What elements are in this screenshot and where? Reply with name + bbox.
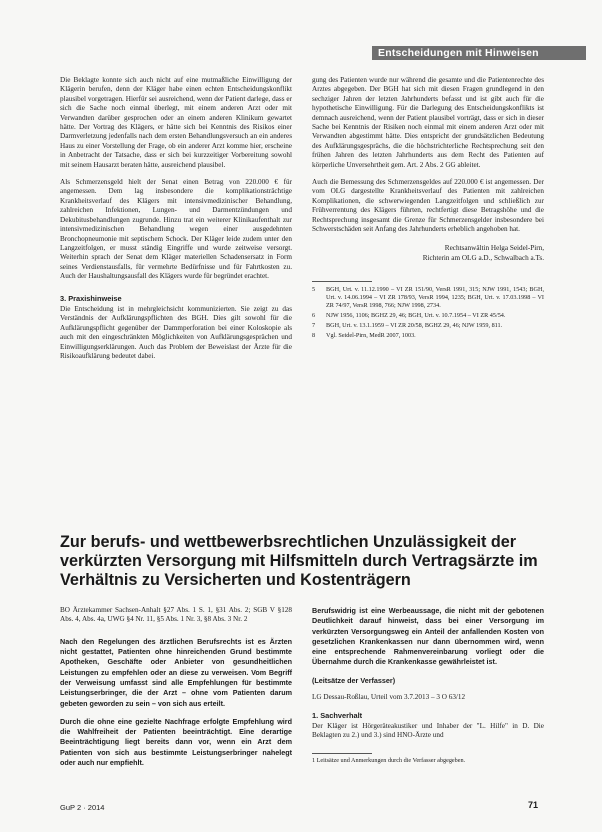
norms: BO Ärztekammer Sachsen-Anhalt §27 Abs. 1 S. 1, §31 Abs. 2; SGB V §128 Abs. 4, Abs. 4a, UWG §4 Nr. 11, §5 Abs. 1 Nr. 3, §8 Abs. 3 Nr. 2 bbox=[60, 606, 292, 624]
lower-left-column bbox=[60, 606, 292, 776]
signature bbox=[312, 243, 544, 263]
authors-note: (Leitsätze der Verfasser) bbox=[312, 675, 396, 685]
footnote: 7 BGH, Urt. v. 13.1.1959 – VI ZR 20/58, BGHZ 29, 46; NJW 1959, 811. bbox=[312, 321, 503, 329]
upper-left-column bbox=[60, 76, 292, 369]
footnote: 1 Leitsätze und Anmerkungen durch die Verfasser abgegeben. bbox=[312, 756, 466, 764]
paragraph: Auch die Bemessung des Schmerzensgeldes auf 220.000 € ist angemessen. Der vom OLG dargestellte Krankheitsverlauf des Patienten mit zahlreichen Komplikationen, die schwerwiegenden Langzeitfolgen und schließlich zur Frühverrentung des Klägers führten, rechtfertigt diese Betragshöhe und die Rechtsprechung insgesamt die Grenze für Schmerzensgelder insbesondere bei Schwerstschäden seit Anfang des Jahrhunderts erheblich angehoben hat. bbox=[312, 178, 544, 234]
page-number: 71 bbox=[528, 800, 539, 810]
footnote-rule bbox=[312, 753, 372, 754]
paragraph: Die Entscheidung ist in mehrgleichsicht kommunizierten. Sie zeigt zu das Verständnis der Aufklärungspflichten des BGH. Dies gilt sowohl für die Aufklärungspflicht gegenüber der Dammperforation bei einer Koloskopie als auch mit den eingeschränkten Möglichkeiten von Aufklärungsgesprächen und Einwilligungserklärungen. Auch das Problem der Beweislast der Ärzte für die Risikoaufklärung bedeutet dabei. bbox=[60, 304, 292, 360]
footnote: 8 Vgl. Seidel-Pirn, MedR 2007, 1003. bbox=[312, 331, 416, 339]
paragraph: gung des Patienten wurde nur während die gesamte und die Patientenrechte des Arztes abgegeben. Der BGH hat sich mit diesen Fragen grundlegend in den sechziger Jahren der letzten Jahrhunderts befasst und ist gibt auch für die hypothetische Einwilligung. Für die Darlegung des Entscheidungskonflikts ist demnach ausreichend, wenn der Patient plausibel vorträgt, dass er sich in dieser Sache bei Kenntnis der Risiken noch einmal mit einem anderen Arzt oder mit Verwandten abgestimmt hätte. Dies entspricht der grundsätzlichen Bedeutung des Aufklärungsgesprächs, die die höchstrichterliche Rechtsprechung seit den frühen Jahren des letzten Jahrhunderts aus dem Recht des Patienten auf körperliche Unversehrtheit gem. Art. 2 Abs. 2 GG ableitet. bbox=[312, 76, 544, 169]
signature-name: Rechtsanwältin Helga Seidel-Pirn, bbox=[444, 243, 544, 252]
headnote: Durch die ohne eine gezielte Nachfrage erfolgte Empfehlung wird die Wahlfreiheit der Patienten beeinträchtigt. Eine derartige Beeinträchtigung liegt bereits dann vor, wenn ein Arzt dem Patienten von sich aus bestimmte Leistungserbringer nahelegt oder auch nur empfiehlt. bbox=[60, 716, 292, 768]
upper-right-column bbox=[312, 76, 544, 342]
section-header-label: Entscheidungen mit Hinweisen bbox=[378, 47, 539, 59]
headnote: Berufswidrig ist eine Werbeaussage, die nicht mit der gebotenen Deutlichkeit darauf hinweist, dass bei einer Versorgung im verkürzten Versorgungsweg ein Anteil der anfallenden Kosten von gesetzlichen Krankenkassen nur dann übernommen wird, wenn eine entsprechende Rahmenvereinbarung vorliegt oder die Übernahme durch die Krankenkasse gewährleistet ist. bbox=[312, 606, 544, 667]
signature-title: Richterin am OLG a.D., Schwalbach a.Ts. bbox=[422, 253, 544, 262]
paragraph: Der Kläger ist Hörgeräteakustiker und Inhaber der "L. Hilfe" in D. Die Beklagten zu 2.) und 3.) sind HNO-Ärzte und bbox=[312, 722, 544, 740]
court-reference: LG Dessau-Roßlau, Urteil vom 3.7.2013 – 3 O 63/12 bbox=[312, 693, 466, 702]
section-heading: 1. Sachverhalt bbox=[312, 710, 363, 720]
lower-right-column bbox=[312, 606, 544, 767]
subheading: 3. Praxishinweise bbox=[60, 293, 122, 303]
footnote: 5 BGH, Urt. v. 11.12.1990 – VI ZR 151/90, VersR 1991, 315; NJW 1991, 1543; BGH, Urt. v. 14.06.1994 – VI ZR 178/93, VersR 1994, 1235; BGH, Urt. v. 17.03.1998 – VI ZR 74/97, VersR 1998, 766; NJW 1998, 2734. bbox=[312, 285, 544, 309]
journal-issue: GuP 2 · 2014 bbox=[60, 803, 105, 812]
footnotes bbox=[312, 286, 544, 340]
footnote-rule bbox=[312, 281, 372, 282]
paragraph: Die Beklagte konnte sich auch nicht auf eine mutmaßliche Einwilligung der Klägerin berufen, denn der Kläger habe einen echten Entscheidungskonflikt plausibel vorgetragen. Hierfür sei ausreichend, wenn der Patient darlege, dass er sich die Sache noch einmal überlegt, mit einem anderen Arzt oder mit Verwandten darüber gesprochen oder an einem anderen Klinikum gewartet hätte. Der Vortrag des Klägers, er hätte sich bei Kenntnis des Risikos einer Darmverletzung jedenfalls nach dem ersten Behandlungsversuch an ein anderes Haus zu einer Vorstellung der Frage, ob ein anderer Arzt komme hier, erscheine in Anbetracht der Tatsache, dass er sich bei kurzzeitiger Vorbereitung sowohl mit seinem Hausarzt beraten hätte, ausreichend plausibel. bbox=[60, 76, 292, 169]
section-header-band bbox=[372, 46, 586, 60]
footnote: 6 NJW 1956, 1106; BGHZ 29, 46; BGH, Urt. v. 10.7.1954 – VI ZR 45/54. bbox=[312, 311, 506, 319]
paragraph: Als Schmerzensgeld hielt der Senat einen Betrag von 220.000 € für angemessen. Dem lag insbesondere die komplikationsträchtige Krankheitsverlauf des Klägers mit intensivmedizinischer Behandlung, zahlreichen Infektionen, Lungen- und Darmentzündungen und Dekubitusbehandlungen zugrunde. Hinzu trat ein weiterer Klinikaufenthalt zur intensivmedizinischen Behandlung wegen einer ausgedehnten Bronchopneumonie mit septischem Schock. Der Kläger leide zudem unter den Langzeitfolgen, er musst ständig Eingriffe und wurde zeitweise versorgt. Weiterhin sprach der Senat dem Kläger materiellen Schadensersatz in Form seines Verdienstausfalls, für vermehrte Bedürfnisse und für Fahrtkosten zu. Auch der Haushaltungsausfall des Klägers wurde für begründet erachtet. bbox=[60, 178, 292, 281]
article-title: Zur berufs- und wettbewerbsrechtlichen Unzulässigkeit der verkürzten Versorgung mit Hilfsmitteln durch Vertragsärzte im Verhältnis zu Versicherten und Kostenträgern bbox=[60, 533, 538, 589]
headnote: Nach den Regelungen des ärztlichen Berufsrechts ist es Ärzten nicht gestattet, Patienten ohne hinreichenden Grund bestimmte Apotheken, Geschäfte oder Anbieter von gesundheitlichen Leistungen zu empfehlen oder an diese zu verweisen. Vom Begriff der Verweisung umfasst sind alle Empfehlungen für bestimmte Leistungserbringer, die der Arzt – ohne vom Patienten darum gebeten geworden zu sein – von sich aus erteilt. bbox=[60, 636, 292, 708]
